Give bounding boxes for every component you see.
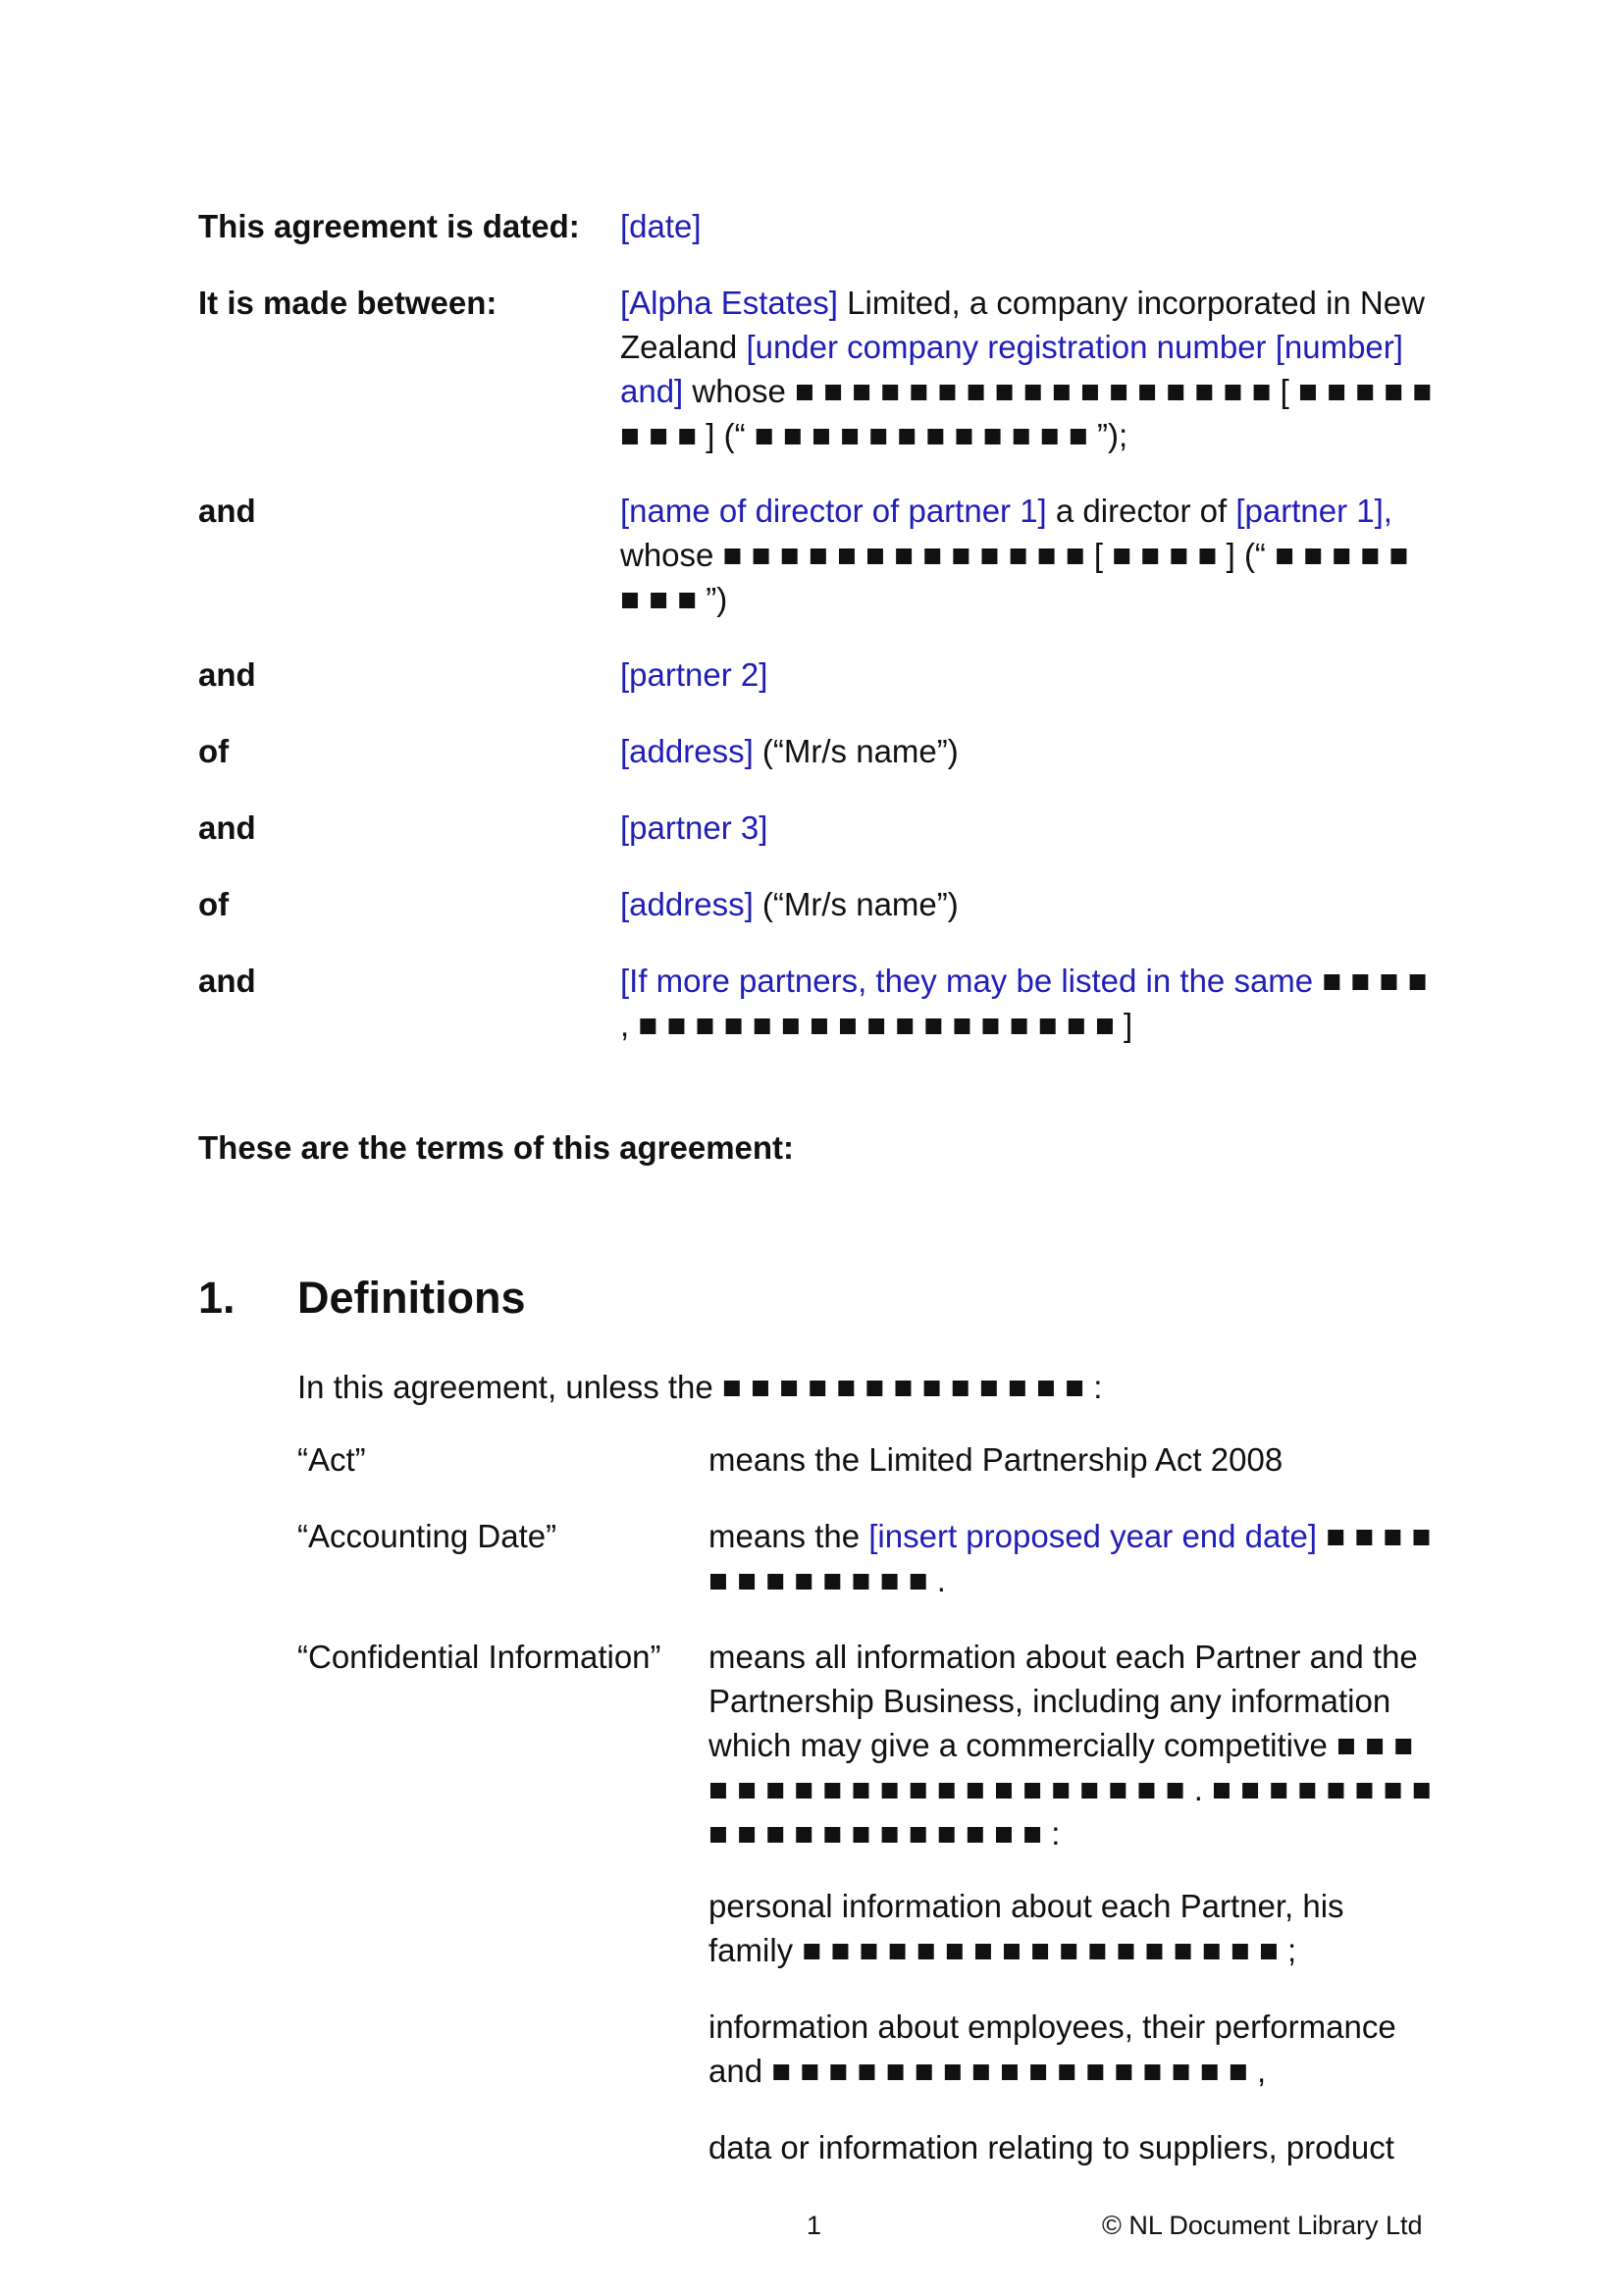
party-6-name: (“Mr/s name”) [753,886,959,922]
party-7-text-b: ■ ■ ■ ■ , ■ ■ ■ ■ ■ ■ ■ ■ ■ ■ ■ ■ ■ ■ ■ ■ ■ ] [620,963,1428,1043]
party-7-text [620,959,1435,1047]
definition-act [297,1437,1436,1482]
party-row-3 [198,652,1435,697]
party-2-text [620,489,1435,621]
partner-3-placeholder: [partner 3] [620,809,768,846]
definition-text: means the Limited Partnership Act 2008 [708,1441,1283,1478]
dated-row [198,204,1435,248]
definition-text: means all information about each Partner and the Partnership Business, including any information which may give a commercially competitive ■ ■ ■ ■ ■ ■ ■ ■ ■ ■ ■ ■ ■ ■ ■ ■ ■ ■ ■ ■ . ■ ■ ■ ■ ■ ■ ■ ■ ■ ■ ■ ■ ■ ■ ■ ■ ■ ■ ■ ■ : [708,1639,1432,1852]
party-2-text-b: whose ■ ■ ■ ■ ■ ■ ■ ■ ■ ■ ■ ■ ■ [ ■ ■ ■ ■ ] (“ ■ ■ ■ ■ ■ ■ ■ ■ ”) [620,537,1409,617]
party-6-label: of [198,886,230,922]
definition-text [708,1514,1435,1602]
dated-label: This agreement is dated: [198,208,580,244]
confidential-sub-paragraph-2: information about employees, their performance and ■ ■ ■ ■ ■ ■ ■ ■ ■ ■ ■ ■ ■ ■ ■ ■ ■ , [708,2008,1396,2089]
company-name-placeholder: [Alpha Estates] [620,285,838,321]
party-row-5 [198,806,1435,850]
copyright-notice: © NL Document Library Ltd [1102,2211,1423,2240]
party-4-name: (“Mr/s name”) [753,733,959,769]
definition-term: “Confidential Information” [297,1639,661,1675]
party-4-label: of [198,733,230,769]
partner-1-placeholder: [partner 1], [1235,493,1392,529]
accounting-text-a: means the [708,1518,869,1554]
page-number: 1 [807,2211,822,2240]
address-placeholder-2: [address] [620,886,754,922]
party-5-label: and [198,809,256,846]
registration-placeholder: [under company registration number [number] and] [620,329,1403,409]
party-row-4 [198,729,1435,773]
director-name-placeholder: [name of director of partner 1] [620,493,1047,529]
partner-2-placeholder: [partner 2] [620,656,768,693]
party-row-7 [198,959,1435,1047]
party-1-text [620,281,1435,457]
year-end-placeholder: [insert proposed year end date] [868,1518,1318,1554]
section-title: Definitions [297,1273,526,1323]
dated-value [620,204,1435,248]
party-1-text-a: Limited, a company incorporated in New Zealand [620,285,1425,365]
party-row-6 [198,882,1435,926]
definition-accounting-date [297,1514,1436,1602]
accounting-text-b: ■ ■ ■ ■ ■ ■ ■ ■ ■ ■ ■ ■ . [708,1518,1432,1598]
terms-heading: These are the terms of this agreement: [198,1129,795,1166]
party-6-text [620,882,1435,926]
party-3-text [620,652,1435,697]
definition-term: “Accounting Date” [297,1518,557,1554]
party-4-text [620,729,1435,773]
party-3-label: and [198,656,256,693]
between-label: It is made between: [198,285,498,321]
address-placeholder-1: [address] [620,733,754,769]
definition-confidential-information [297,1635,1436,1855]
party-2-label: and [198,493,256,529]
definitions-intro: In this agreement, unless the ■ ■ ■ ■ ■ ■ ■ ■ ■ ■ ■ ■ ■ : [297,1369,1103,1405]
section-heading [198,1273,526,1324]
party-7-label: and [198,963,256,999]
date-placeholder: [date] [620,208,702,244]
party-2-text-a: a director of [1046,493,1236,529]
definition-term: “Act” [297,1441,366,1478]
confidential-sub-paragraph-1: personal information about each Partner, his family ■ ■ ■ ■ ■ ■ ■ ■ ■ ■ ■ ■ ■ ■ ■ ■ ■ ; [708,1888,1344,1968]
party-row-1 [198,281,1435,457]
section-number: 1. [198,1273,236,1323]
party-1-text-b: whose ■ ■ ■ ■ ■ ■ ■ ■ ■ ■ ■ ■ ■ ■ ■ ■ ■ [ ■ ■ ■ ■ ■ ■ ■ ■ ] (“ ■ ■ ■ ■ ■ ■ ■ ■ ■ ■ ■ ■ ”); [620,373,1433,453]
confidential-sub-paragraph-3: data or information relating to suppliers, product [708,2129,1394,2165]
party-5-text [620,806,1435,850]
party-row-2 [198,489,1435,621]
more-partners-placeholder: [If more partners, they may be listed in the same [620,963,1314,999]
